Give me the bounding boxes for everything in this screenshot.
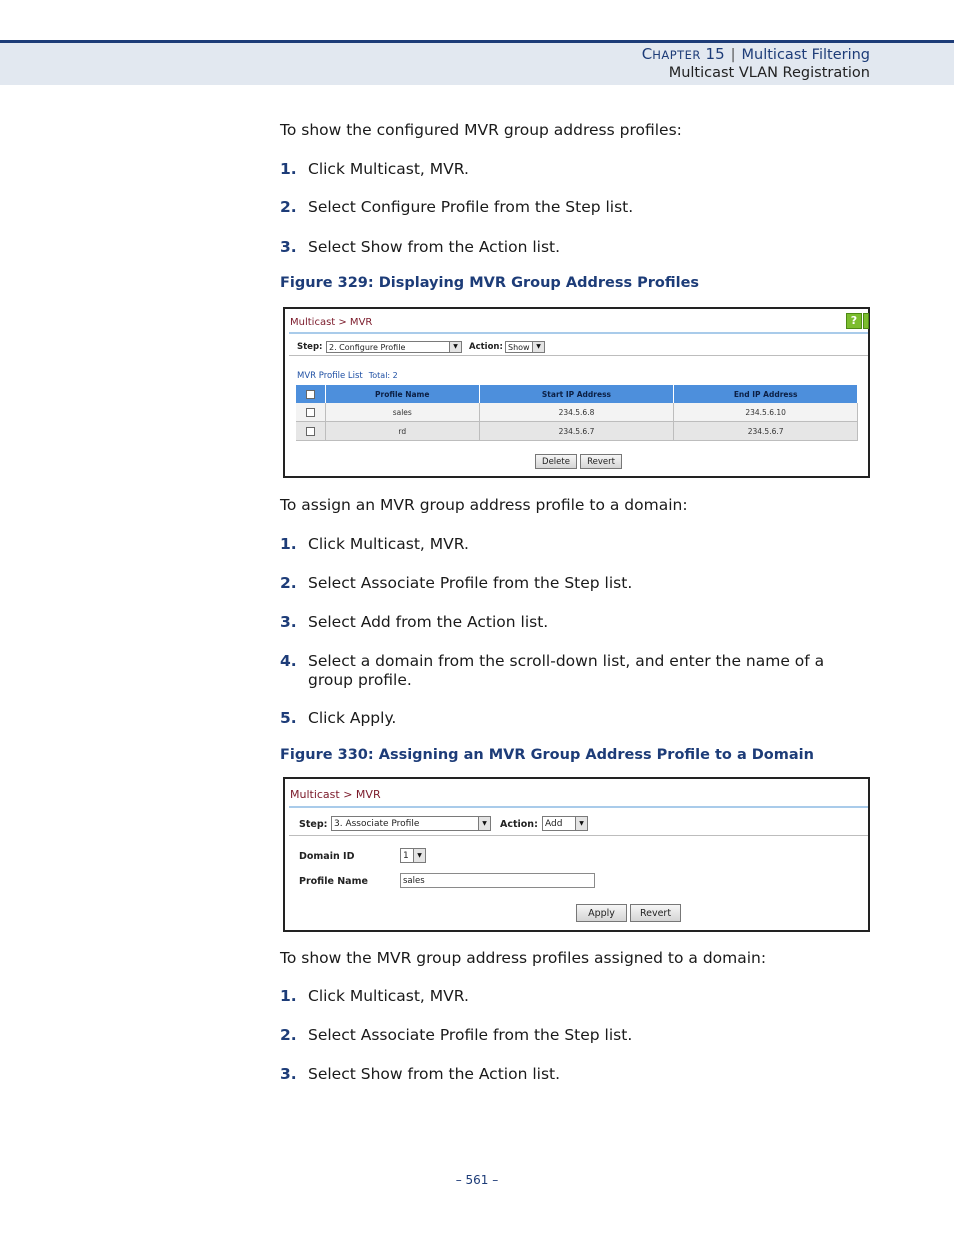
chevron-down-icon: ▼: [413, 849, 425, 862]
help-icon-edge: [863, 313, 869, 329]
step-label: Step:: [297, 342, 323, 352]
profile-name-cell: rd: [325, 422, 479, 441]
breadcrumb: Multicast > MVR: [290, 317, 373, 328]
row-checkbox-cell: [296, 403, 325, 422]
help-icon[interactable]: ?: [846, 313, 862, 329]
header-separator: |: [730, 47, 736, 63]
revert-button[interactable]: Revert: [580, 454, 622, 469]
action-label: Action:: [469, 342, 503, 352]
row-checkbox[interactable]: [306, 408, 315, 417]
profile-list-total: Total: 2: [368, 371, 398, 380]
profile-list-title: MVR Profile List Total: 2: [297, 371, 398, 381]
domain-id-select[interactable]: 1 ▼: [400, 848, 426, 863]
figure-330-screenshot: [283, 777, 870, 932]
profile-name-input[interactable]: sales: [400, 873, 595, 888]
running-header: [642, 45, 870, 82]
title-divider: [289, 806, 868, 808]
start-ip-cell: 234.5.6.7: [479, 422, 674, 441]
step-select[interactable]: 3. Associate Profile ▼: [331, 816, 491, 831]
chevron-down-icon: ▼: [478, 817, 490, 830]
row-checkbox-cell: [296, 422, 325, 441]
section-title: Multicast VLAN Registration: [668, 65, 870, 81]
action-label: Action:: [500, 819, 538, 830]
profile-table: [296, 385, 858, 441]
chevron-down-icon: ▼: [532, 342, 544, 352]
start-ip-cell: 234.5.6.8: [479, 403, 674, 422]
table-header-row: [296, 385, 858, 403]
page-number: – 561 –: [455, 1173, 499, 1187]
action-select[interactable]: Show ▼: [505, 341, 545, 353]
revert-button[interactable]: Revert: [630, 904, 681, 922]
section1-intro: To show the configured MVR group address profiles:: [280, 121, 682, 139]
select-all-checkbox[interactable]: [306, 390, 315, 399]
chapter-title: Multicast Filtering: [741, 47, 870, 63]
column-header: End IP Address: [674, 385, 858, 403]
column-header: Start IP Address: [479, 385, 674, 403]
breadcrumb: Multicast > MVR: [290, 788, 381, 801]
profile-name-label: Profile Name: [299, 876, 368, 887]
table-row: [296, 422, 858, 441]
figure-330-caption: Figure 330: Assigning an MVR Group Address Profile to a Domain: [280, 747, 814, 763]
domain-id-label: Domain ID: [299, 851, 355, 862]
profile-name-cell: sales: [325, 403, 479, 422]
figure-329-screenshot: [283, 307, 870, 478]
section3-intro: To show the MVR group address profiles assigned to a domain:: [280, 949, 767, 967]
step-divider: [289, 835, 868, 836]
action-select[interactable]: Add ▼: [542, 816, 588, 831]
chapter-line: [642, 45, 870, 64]
column-header: Profile Name: [325, 385, 479, 403]
step-label: Step:: [299, 819, 328, 830]
chevron-down-icon: ▼: [575, 817, 587, 830]
step-divider: [289, 355, 868, 356]
row-checkbox[interactable]: [306, 427, 315, 436]
end-ip-cell: 234.5.6.10: [674, 403, 858, 422]
table-row: [296, 403, 858, 422]
end-ip-cell: 234.5.6.7: [674, 422, 858, 441]
title-divider: [289, 332, 868, 334]
figure-329-caption: Figure 329: Displaying MVR Group Address Profiles: [280, 275, 700, 291]
chapter-label: CHAPTER 15: [641, 45, 725, 63]
select-all-header: [296, 385, 325, 403]
step-select[interactable]: 2. Configure Profile ▼: [326, 341, 462, 353]
chevron-down-icon: ▼: [449, 342, 461, 352]
delete-button[interactable]: Delete: [535, 454, 577, 469]
apply-button[interactable]: Apply: [576, 904, 627, 922]
section2-intro: To assign an MVR group address profile to a domain:: [280, 496, 688, 514]
